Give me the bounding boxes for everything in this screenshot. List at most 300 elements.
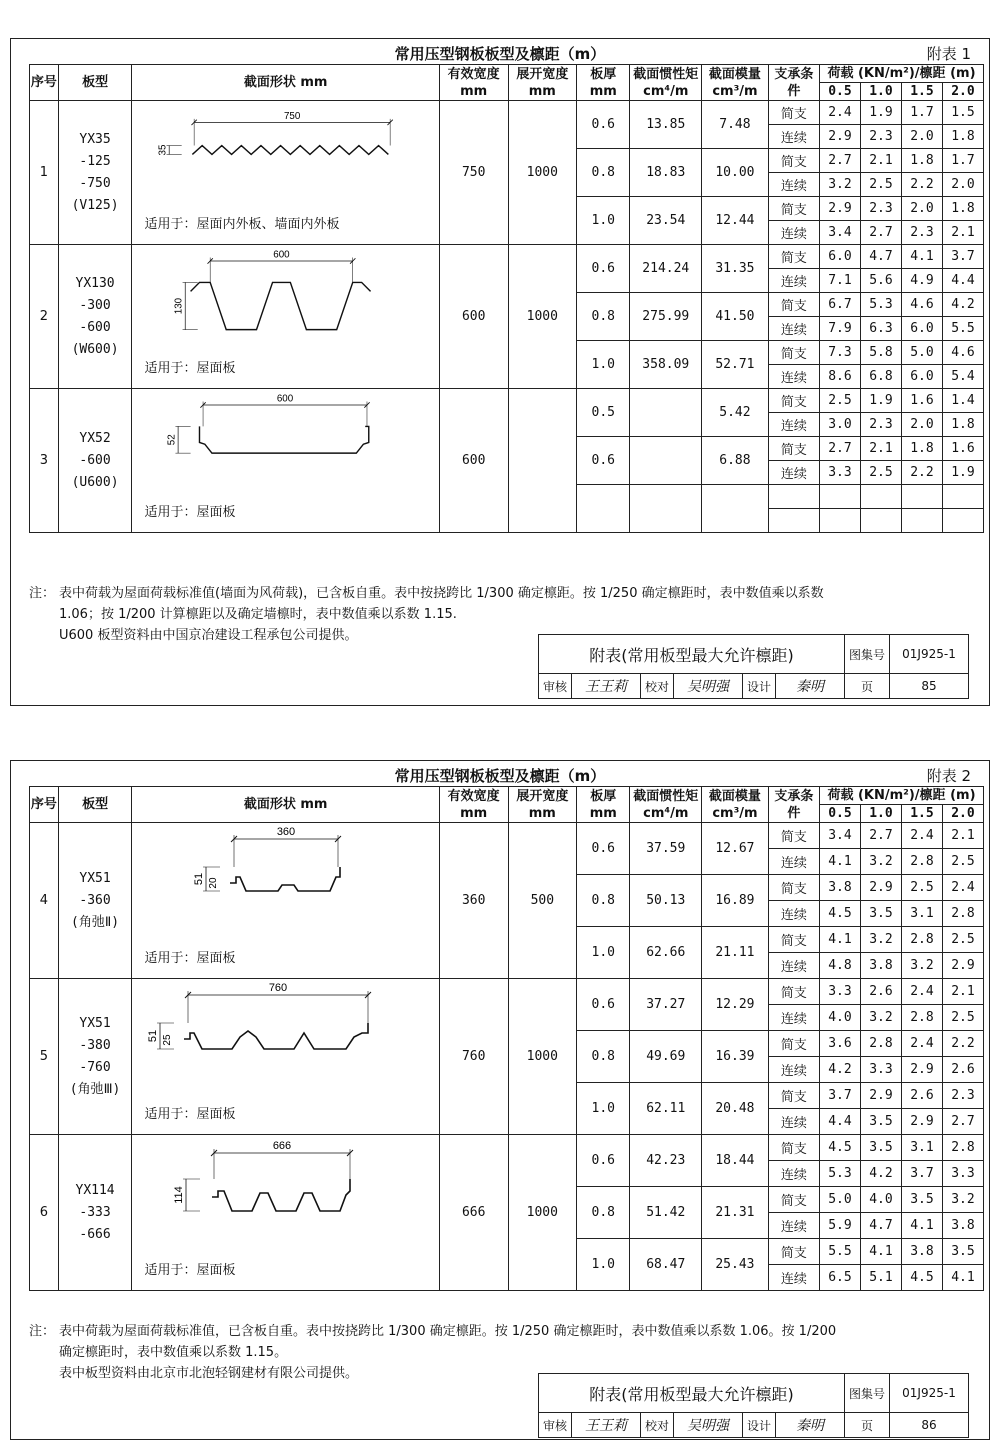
table-row [30, 389, 984, 413]
support-condition-cell: 简支 [768, 1187, 819, 1213]
support-condition-cell: 连续 [768, 221, 819, 245]
panel-profile-line [191, 282, 371, 329]
panel-type-line: -360 [79, 892, 111, 908]
width-dimension-label: 760 [269, 982, 288, 994]
section-shape-cell [132, 245, 439, 389]
header-seq: 序号 [30, 65, 59, 101]
modulus-cell: 18.44 [702, 1135, 769, 1187]
height-dimension-label: 51 [147, 1029, 160, 1043]
panel-type-cell [58, 101, 132, 245]
effective-width-cell: 666 [439, 1135, 508, 1291]
purlin-spacing-value: 2.9 [860, 1083, 901, 1109]
support-condition-cell: 连续 [768, 901, 819, 927]
sub-height-dimension-label: 25 [162, 1034, 174, 1046]
seq-cell: 2 [30, 245, 59, 389]
header-moment-of-inertia: 截面惯性矩 cm⁴/m [630, 787, 702, 823]
purlin-spacing-value: 2.5 [942, 927, 983, 953]
purlin-spacing-value: 2.5 [942, 849, 983, 875]
inertia-cell [630, 485, 702, 533]
width-dimension-label: 600 [277, 393, 294, 405]
purlin-spacing-value: 4.4 [819, 1109, 860, 1135]
seq-cell: 6 [30, 1135, 59, 1291]
purlin-spacing-value: 7.1 [819, 269, 860, 293]
purlin-spacing-value: 6.7 [819, 293, 860, 317]
purlin-spacing-value: 2.8 [901, 1005, 942, 1031]
purlin-spacing-value: 5.4 [942, 365, 983, 389]
thickness-cell: 0.6 [577, 101, 630, 149]
support-condition-cell: 简支 [768, 1239, 819, 1265]
support-condition-cell: 连续 [768, 1005, 819, 1031]
purlin-spacing-value: 2.0 [901, 413, 942, 437]
header-unfolded-width: 展开宽度 mm [508, 787, 577, 823]
purlin-spacing-value: 1.4 [942, 389, 983, 413]
section-shape-cell [132, 823, 439, 979]
panel-type-line: (V125) [71, 197, 119, 213]
header-thickness: 板厚 mm [577, 787, 630, 823]
header-load-value: 1.5 [901, 83, 942, 101]
support-condition-cell: 连续 [768, 1265, 819, 1291]
purlin-spacing-table [29, 64, 984, 533]
modulus-cell: 21.11 [702, 927, 769, 979]
purlin-spacing-value: 2.9 [942, 953, 983, 979]
purlin-spacing-value: 7.3 [819, 341, 860, 365]
purlin-spacing-value: 5.5 [819, 1239, 860, 1265]
modulus-cell: 10.00 [702, 149, 769, 197]
purlin-spacing-value: 2.2 [901, 173, 942, 197]
purlin-spacing-value: 3.1 [901, 1135, 942, 1161]
purlin-spacing-value: 2.7 [942, 1109, 983, 1135]
support-condition-cell: 简支 [768, 101, 819, 125]
atlas-label: 图集号 [844, 1374, 889, 1413]
purlin-spacing-value: 2.4 [901, 823, 942, 849]
panel-type-line: YX35 [79, 131, 111, 147]
purlin-spacing-value: 3.3 [860, 1057, 901, 1083]
unfolded-width-cell: 1000 [508, 245, 577, 389]
thickness-cell: 0.8 [577, 149, 630, 197]
inertia-cell: 51.42 [630, 1187, 702, 1239]
panel-type-line: -380 [79, 1037, 111, 1053]
purlin-spacing-value: 2.5 [819, 389, 860, 413]
purlin-spacing-value: 3.6 [819, 1031, 860, 1057]
purlin-spacing-table [29, 786, 984, 1291]
thickness-cell: 1.0 [577, 1083, 630, 1135]
purlin-spacing-value: 2.8 [901, 849, 942, 875]
sub-height-dimension-label: 20 [208, 877, 220, 889]
applicability-note: 适用于：屋面板 [144, 505, 236, 520]
height-dimension-label: 52 [166, 434, 178, 446]
purlin-spacing-value: 2.0 [901, 125, 942, 149]
inertia-cell: 13.85 [630, 101, 702, 149]
purlin-spacing-value: 2.3 [901, 221, 942, 245]
support-condition-cell: 简支 [768, 341, 819, 365]
header-section-shape: 截面形状 mm [132, 65, 439, 101]
unfolded-width-cell: 1000 [508, 101, 577, 245]
design-signature: 秦明 [775, 674, 844, 699]
header-support-condition: 支承条件 [768, 65, 819, 101]
purlin-spacing-value: 2.7 [819, 149, 860, 173]
purlin-spacing-value: 2.1 [860, 437, 901, 461]
purlin-spacing-value: 3.8 [860, 953, 901, 979]
support-condition-cell: 简支 [768, 245, 819, 269]
thickness-cell: 0.6 [577, 1135, 630, 1187]
check-signature: 吴明强 [673, 1413, 742, 1438]
purlin-spacing-value: 2.7 [860, 823, 901, 849]
purlin-spacing-value: 2.3 [942, 1083, 983, 1109]
purlin-spacing-value: 2.7 [860, 221, 901, 245]
purlin-spacing-value: 4.1 [942, 1265, 983, 1291]
support-condition-cell: 连续 [768, 461, 819, 485]
table-row [30, 823, 984, 849]
purlin-spacing-value: 1.6 [901, 389, 942, 413]
support-condition-cell: 简支 [768, 437, 819, 461]
support-condition-cell: 连续 [768, 173, 819, 197]
purlin-spacing-value: 2.5 [942, 1005, 983, 1031]
header-row [30, 787, 984, 805]
inertia-cell: 37.59 [630, 823, 702, 875]
purlin-spacing-value: 2.8 [942, 1135, 983, 1161]
purlin-spacing-value: 6.0 [901, 317, 942, 341]
purlin-spacing-value: 2.4 [901, 979, 942, 1005]
panel-type-line: -600 [79, 319, 111, 335]
panel-type-line: (角弛Ⅲ) [69, 1081, 121, 1097]
purlin-spacing-value: 4.0 [819, 1005, 860, 1031]
thickness-cell: 0.8 [577, 293, 630, 341]
purlin-spacing-value: 2.9 [901, 1057, 942, 1083]
purlin-spacing-value: 2.6 [901, 1083, 942, 1109]
design-label: 设计 [742, 674, 775, 699]
purlin-spacing-value: 1.8 [942, 197, 983, 221]
header-moment-of-inertia: 截面惯性矩 cm⁴/m [630, 65, 702, 101]
inertia-cell [630, 437, 702, 485]
support-condition-cell: 简支 [768, 927, 819, 953]
purlin-spacing-value: 2.4 [942, 875, 983, 901]
support-condition-cell: 连续 [768, 365, 819, 389]
height-dimension-label: 35 [158, 144, 170, 156]
panel-cross-section-diagram [132, 979, 422, 1089]
thickness-cell: 0.8 [577, 875, 630, 927]
support-condition-cell: 连续 [768, 1213, 819, 1239]
purlin-spacing-value: 2.3 [860, 197, 901, 221]
purlin-spacing-value [901, 509, 942, 533]
header-section-shape: 截面形状 mm [132, 787, 439, 823]
purlin-spacing-value: 3.2 [860, 1005, 901, 1031]
note-line: 确定檩距时，表中数值乘以系数 1.15。 [59, 1345, 288, 1360]
header-effective-width: 有效宽度 mm [439, 65, 508, 101]
table-row [30, 1135, 984, 1161]
thickness-cell: 1.0 [577, 1239, 630, 1291]
purlin-spacing-value: 2.8 [901, 927, 942, 953]
section-shape-cell [132, 101, 439, 245]
panel-cross-section-diagram [132, 101, 422, 199]
purlin-spacing-value: 3.5 [942, 1239, 983, 1265]
panel-type-line: YX51 [79, 870, 111, 886]
inertia-cell: 49.69 [630, 1031, 702, 1083]
purlin-spacing-value: 8.6 [819, 365, 860, 389]
purlin-spacing-value: 2.1 [942, 221, 983, 245]
purlin-spacing-value: 3.5 [860, 901, 901, 927]
header-unfolded-width: 展开宽度 mm [508, 65, 577, 101]
header-load-purlin-spacing: 荷载 (KN/m²)/檩距 (m) [819, 65, 983, 83]
panel-type-line: -600 [79, 452, 111, 468]
section-shape-cell [132, 979, 439, 1135]
panel-type-line: -760 [79, 1059, 111, 1075]
purlin-spacing-value: 4.1 [901, 245, 942, 269]
design-signature: 秦明 [775, 1413, 844, 1438]
thickness-cell: 0.6 [577, 979, 630, 1031]
unfolded-width-cell [508, 389, 577, 533]
purlin-spacing-value: 3.5 [901, 1187, 942, 1213]
purlin-spacing-value: 3.2 [942, 1187, 983, 1213]
purlin-spacing-value: 3.3 [819, 979, 860, 1005]
inertia-cell: 275.99 [630, 293, 702, 341]
seq-cell: 5 [30, 979, 59, 1135]
page-number: 85 [890, 674, 969, 699]
width-dimension-label: 750 [284, 110, 301, 122]
thickness-cell: 0.6 [577, 437, 630, 485]
table-title: 常用压型钢板板型及檩距（m） [394, 45, 606, 63]
panel-type-cell [58, 1135, 132, 1291]
modulus-cell: 41.50 [702, 293, 769, 341]
atlas-number: 01J925-1 [890, 635, 969, 674]
height-dimension-label: 51 [193, 872, 206, 886]
panel-type-line: YX51 [79, 1015, 111, 1031]
panel-type-line: -300 [79, 297, 111, 313]
header-seq: 序号 [30, 787, 59, 823]
applicability-note: 适用于：屋面板 [144, 1263, 236, 1278]
inertia-cell: 18.83 [630, 149, 702, 197]
purlin-spacing-value: 4.1 [819, 927, 860, 953]
purlin-spacing-value: 4.2 [860, 1161, 901, 1187]
modulus-cell: 52.71 [702, 341, 769, 389]
page-number: 86 [890, 1413, 969, 1438]
support-condition-cell: 简支 [768, 389, 819, 413]
purlin-spacing-value: 2.9 [860, 875, 901, 901]
purlin-spacing-value: 2.4 [901, 1031, 942, 1057]
panel-type-line: -125 [79, 153, 111, 169]
purlin-spacing-value: 4.5 [819, 1135, 860, 1161]
table-row [30, 245, 984, 269]
purlin-spacing-value: 3.0 [819, 413, 860, 437]
purlin-spacing-value: 3.8 [901, 1239, 942, 1265]
purlin-spacing-value: 4.2 [942, 293, 983, 317]
purlin-spacing-value: 2.6 [942, 1057, 983, 1083]
header-row [30, 65, 984, 83]
purlin-spacing-value: 1.9 [860, 101, 901, 125]
width-dimension-label: 600 [273, 249, 291, 261]
header-section-modulus: 截面模量 cm³/m [702, 787, 769, 823]
atlas-label: 图集号 [844, 635, 889, 674]
support-condition-cell: 简支 [768, 875, 819, 901]
support-condition-cell [768, 485, 819, 509]
applicability-note: 适用于：屋面板 [144, 951, 236, 966]
panel-type-line: -333 [79, 1204, 111, 1220]
purlin-spacing-value [860, 485, 901, 509]
purlin-spacing-value: 5.3 [819, 1161, 860, 1187]
panel-type-line: (W600) [71, 341, 119, 357]
purlin-spacing-value [860, 509, 901, 533]
header-load-value: 0.5 [819, 805, 860, 823]
modulus-cell: 7.48 [702, 101, 769, 149]
effective-width-cell: 600 [439, 389, 508, 533]
title-block [538, 1373, 969, 1438]
purlin-spacing-value: 1.6 [942, 437, 983, 461]
title-block [538, 634, 969, 699]
atlas-number: 01J925-1 [890, 1374, 969, 1413]
note-line: U600 板型资料由中国京冶建设工程承包公司提供。 [59, 628, 358, 643]
height-dimension-label: 130 [174, 297, 186, 315]
purlin-spacing-value: 6.5 [819, 1265, 860, 1291]
seq-cell: 1 [30, 101, 59, 245]
section-shape-cell [132, 1135, 439, 1291]
effective-width-cell: 750 [439, 101, 508, 245]
panel-profile-line [212, 1179, 350, 1211]
panel-profile-line [184, 1023, 368, 1049]
purlin-spacing-value: 1.7 [942, 149, 983, 173]
purlin-spacing-value: 2.0 [901, 197, 942, 221]
support-condition-cell: 简支 [768, 1083, 819, 1109]
purlin-spacing-value [942, 509, 983, 533]
inertia-cell: 23.54 [630, 197, 702, 245]
design-label: 设计 [742, 1413, 775, 1438]
purlin-spacing-value: 3.1 [901, 901, 942, 927]
support-condition-cell: 连续 [768, 1057, 819, 1083]
effective-width-cell: 360 [439, 823, 508, 979]
purlin-spacing-value: 6.8 [860, 365, 901, 389]
header-load-value: 1.0 [860, 83, 901, 101]
purlin-spacing-value: 1.5 [942, 101, 983, 125]
modulus-cell: 12.29 [702, 979, 769, 1031]
purlin-spacing-value: 5.0 [819, 1187, 860, 1213]
support-condition-cell: 连续 [768, 849, 819, 875]
purlin-spacing-value: 3.2 [901, 953, 942, 979]
panel-profile-line [200, 426, 369, 453]
purlin-spacing-value [819, 485, 860, 509]
page-label: 页 [844, 1413, 889, 1438]
support-condition-cell: 简支 [768, 149, 819, 173]
inertia-cell [630, 389, 702, 437]
header-support-condition: 支承条件 [768, 787, 819, 823]
header-panel-type: 板型 [58, 65, 132, 101]
inertia-cell: 50.13 [630, 875, 702, 927]
page-label: 页 [844, 674, 889, 699]
purlin-spacing-value: 1.8 [901, 437, 942, 461]
purlin-spacing-value: 4.0 [860, 1187, 901, 1213]
review-label: 审核 [538, 1413, 571, 1438]
purlin-spacing-value: 2.9 [819, 125, 860, 149]
header-load-value: 1.0 [860, 805, 901, 823]
header-load-value: 2.0 [942, 805, 983, 823]
purlin-spacing-value: 6.3 [860, 317, 901, 341]
purlin-spacing-value: 7.9 [819, 317, 860, 341]
support-condition-cell: 连续 [768, 1109, 819, 1135]
unfolded-width-cell: 1000 [508, 1135, 577, 1291]
purlin-spacing-value: 4.8 [819, 953, 860, 979]
support-condition-cell: 简支 [768, 1135, 819, 1161]
support-condition-cell: 简支 [768, 979, 819, 1005]
purlin-spacing-value: 4.5 [819, 901, 860, 927]
thickness-cell: 1.0 [577, 341, 630, 389]
purlin-spacing-value [819, 509, 860, 533]
purlin-spacing-value: 4.7 [860, 245, 901, 269]
purlin-spacing-value: 4.5 [901, 1265, 942, 1291]
purlin-spacing-value: 3.2 [819, 173, 860, 197]
thickness-cell: 0.8 [577, 1187, 630, 1239]
modulus-cell: 20.48 [702, 1083, 769, 1135]
purlin-spacing-value: 3.7 [901, 1161, 942, 1187]
purlin-spacing-value: 2.8 [942, 901, 983, 927]
applicability-note: 适用于：屋面板 [144, 361, 236, 376]
purlin-spacing-value: 2.5 [860, 173, 901, 197]
purlin-spacing-value: 1.7 [901, 101, 942, 125]
purlin-spacing-value: 2.6 [860, 979, 901, 1005]
purlin-spacing-value: 4.7 [860, 1213, 901, 1239]
purlin-spacing-value: 1.9 [942, 461, 983, 485]
purlin-spacing-value: 3.8 [942, 1213, 983, 1239]
note-label: 注： [29, 586, 56, 601]
section-shape-cell [132, 389, 439, 533]
purlin-spacing-value: 2.4 [819, 101, 860, 125]
panel-type-cell [58, 389, 132, 533]
purlin-spacing-value: 3.2 [860, 927, 901, 953]
support-condition-cell [768, 509, 819, 533]
seq-cell: 4 [30, 823, 59, 979]
inertia-cell: 214.24 [630, 245, 702, 293]
purlin-spacing-value: 6.0 [819, 245, 860, 269]
purlin-spacing-value: 3.7 [819, 1083, 860, 1109]
panel-profile-line [193, 146, 389, 155]
support-condition-cell: 简支 [768, 1031, 819, 1057]
purlin-spacing-value: 3.7 [942, 245, 983, 269]
purlin-spacing-value: 4.1 [860, 1239, 901, 1265]
review-signature: 王王莉 [571, 674, 640, 699]
table-row [30, 979, 984, 1005]
applicability-note: 适用于：屋面板 [144, 1107, 236, 1122]
purlin-spacing-value: 4.1 [901, 1213, 942, 1239]
purlin-spacing-value: 5.3 [860, 293, 901, 317]
purlin-spacing-value: 5.5 [942, 317, 983, 341]
note-label: 注： [29, 1324, 56, 1339]
modulus-cell: 6.88 [702, 437, 769, 485]
purlin-spacing-value: 2.5 [860, 461, 901, 485]
table-row [30, 101, 984, 125]
sheet-page-85 [10, 38, 990, 706]
purlin-spacing-value: 4.9 [901, 269, 942, 293]
purlin-spacing-value: 4.1 [819, 849, 860, 875]
note-line: 表中板型资料由北京市北泡轻钢建材有限公司提供。 [59, 1366, 359, 1381]
support-condition-cell: 连续 [768, 269, 819, 293]
purlin-spacing-value: 2.1 [942, 823, 983, 849]
support-condition-cell: 连续 [768, 1161, 819, 1187]
thickness-cell: 0.8 [577, 1031, 630, 1083]
effective-width-cell: 760 [439, 979, 508, 1135]
check-signature: 吴明强 [673, 674, 742, 699]
panel-cross-section-diagram [132, 245, 422, 343]
header-thickness: 板厚 mm [577, 65, 630, 101]
purlin-spacing-value: 4.2 [819, 1057, 860, 1083]
panel-cross-section-diagram [132, 389, 422, 487]
modulus-cell: 12.44 [702, 197, 769, 245]
header-load-purlin-spacing: 荷载 (KN/m²)/檩距 (m) [819, 787, 983, 805]
effective-width-cell: 600 [439, 245, 508, 389]
header-panel-type: 板型 [58, 787, 132, 823]
inertia-cell: 42.23 [630, 1135, 702, 1187]
table-tag: 附表 1 [926, 45, 971, 63]
purlin-spacing-value: 1.9 [860, 389, 901, 413]
purlin-spacing-value: 2.9 [819, 197, 860, 221]
purlin-spacing-value: 5.8 [860, 341, 901, 365]
purlin-spacing-value: 2.9 [901, 1109, 942, 1135]
unfolded-width-cell: 1000 [508, 979, 577, 1135]
